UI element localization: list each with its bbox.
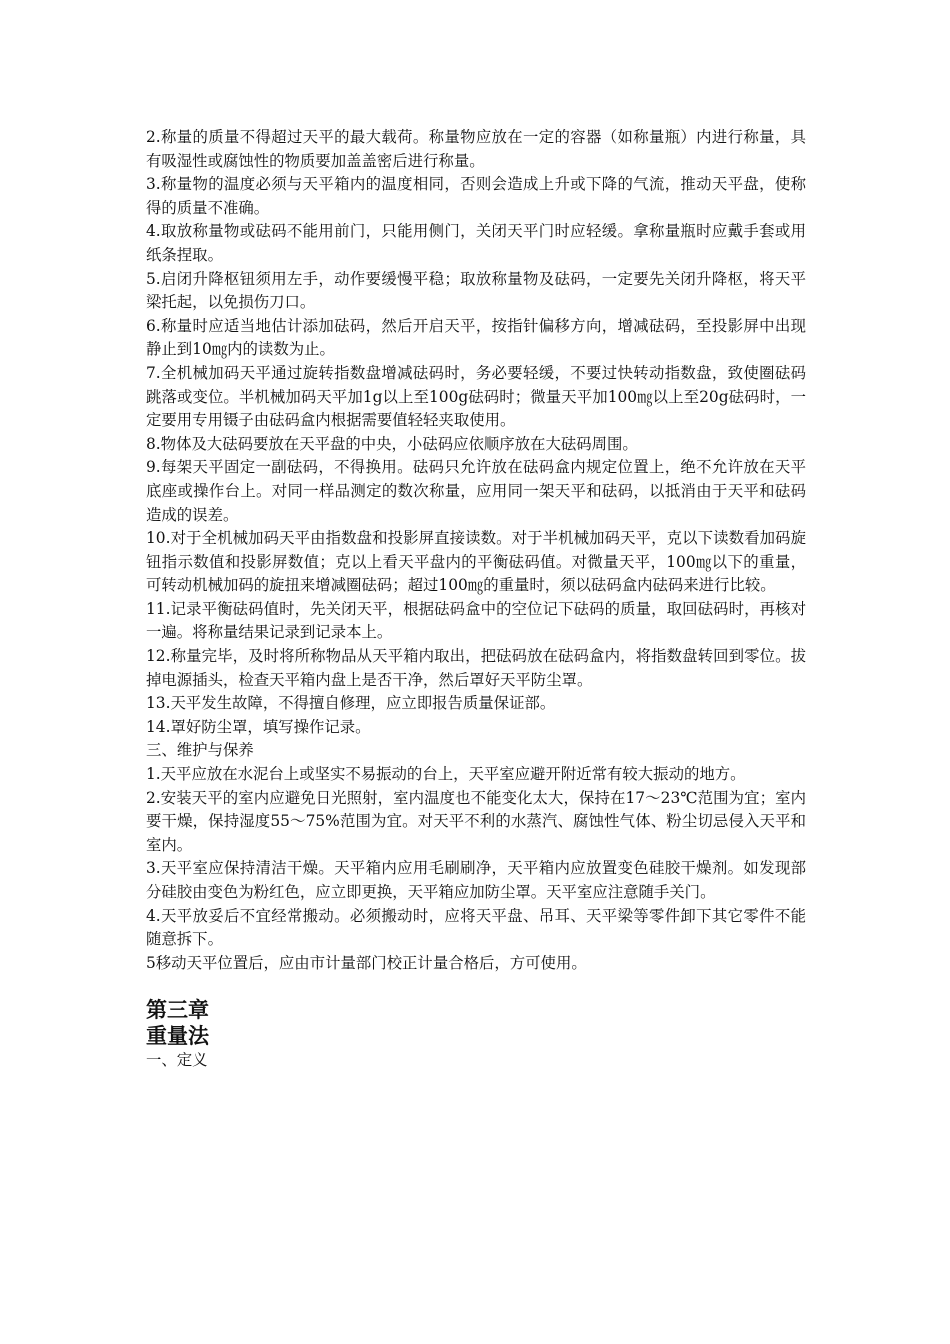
paragraph-maintenance-3: 3.天平室应保持清洁干燥。天平箱内应用毛刷刷净，天平箱内应放置变色硅胶干燥剂。如发现部分硅胶由变色为粉红色，应立即更换，天平箱应加防尘罩。天平室应注意随手关门。 xyxy=(146,859,806,901)
paragraph-weighing-rule-2: 2.称量的质量不得超过天平的最大载荷。称量物应放在一定的容器（如称量瓶）内进行称量，具有吸湿性或腐蚀性的物质要加盖盖密后进行称量。 xyxy=(146,128,806,170)
section-heading-definition: 一、定义 xyxy=(146,1051,208,1070)
paragraph-weighing-rule-7: 7.全机械加码天平通过旋转指数盘增减砝码时，务必要轻缓，不要过快转动指数盘，致使圈砝码跳落或变位。半机械加码天平加1g以上至100g砝码时；微量天平加100㎎以上至20g砝码时，一定要用专用镊子由砝码盒内根据需要值轻轻夹取使用。 xyxy=(146,363,806,430)
section-heading-maintenance: 三、维护与保养 xyxy=(146,741,254,760)
paragraph-maintenance-4: 4.天平放妥后不宜经常搬动。必须搬动时，应将天平盘、吊耳、天平梁等零件卸下其它零件不能随意拆下。 xyxy=(146,906,806,949)
paragraph-weighing-rule-14: 14.罩好防尘罩，填写操作记录。 xyxy=(146,717,371,736)
paragraph-weighing-rule-4: 4.取放称量物或砝码不能用前门，只能用侧门，关闭天平门时应轻缓。拿称量瓶时应戴手套或用纸条捏取。 xyxy=(146,222,806,264)
paragraph-maintenance-2: 2.安装天平的室内应避免日光照射，室内温度也不能变化太大，保持在17～23℃范围为宜；室内要干燥，保持湿度55～75%范围为宜。对天平不利的水蒸汽、腐蚀性气体、粉尘切忌侵入天平和室内。 xyxy=(146,788,806,854)
document-page xyxy=(146,126,806,1073)
chapter-number: 第三章 xyxy=(146,998,209,1023)
paragraph-weighing-rule-8: 8.物体及大砝码要放在天平盘的中央，小砝码应依顺序放在大砝码周围。 xyxy=(146,434,638,453)
paragraph-maintenance-1: 1.天平应放在水泥台上或坚实不易振动的台上，天平室应避开附近常有较大振动的地方。 xyxy=(146,765,746,784)
paragraph-weighing-rule-12: 12.称量完毕，及时将所称物品从天平箱内取出，把砝码放在砝码盒内，将指数盘转回到零位。拔掉电源插头，检查天平箱内盘上是否干净，然后罩好天平防尘罩。 xyxy=(146,647,806,689)
paragraph-weighing-rule-13: 13.天平发生故障，不得擅自修理，应立即报告质量保证部。 xyxy=(146,694,556,713)
paragraph-weighing-rule-10: 10.对于全机械加码天平由指数盘和投影屏直接读数。对于半机械加码天平，克以下读数看加码旋钮指示数值和投影屏数值；克以上看天平盘内的平衡砝码值。对微量天平，100㎎以下的重量，可转动机械加码的旋扭来增减圈砝码；超过100㎎的重量时，须以砝码盒内砝码来进行比较。 xyxy=(146,529,806,595)
paragraph-weighing-rule-9: 9.每架天平固定一副砝码，不得换用。砝码只允许放在砝码盒内规定位置上，绝不允许放在天平底座或操作台上。对同一样品测定的数次称量，应用同一架天平和砝码，以抵消由于天平和砝码造成的误差。 xyxy=(146,458,806,524)
paragraph-maintenance-5: 5移动天平位置后，应由市计量部门校正计量合格后，方可使用。 xyxy=(146,953,587,972)
spacer xyxy=(146,975,806,997)
paragraph-weighing-rule-3: 3.称量物的温度必须与天平箱内的温度相同，否则会造成上升或下降的气流，推动天平盘，使称得的质量不准确。 xyxy=(146,175,806,217)
paragraph-weighing-rule-6: 6.称量时应适当地估计添加砝码，然后开启天平，按指针偏移方向，增减砝码，至投影屏中出现静止到10㎎内的读数为止。 xyxy=(146,316,806,359)
paragraph-weighing-rule-5: 5.启闭升降枢钮须用左手，动作要缓慢平稳；取放称量物及砝码，一定要先关闭升降枢，将天平梁托起，以免损伤刀口。 xyxy=(146,269,806,312)
chapter-title: 重量法 xyxy=(146,1024,209,1049)
paragraph-weighing-rule-11: 11.记录平衡砝码值时，先关闭天平，根据砝码盒中的空位记下砝码的质量，取回砝码时，再核对一遍。将称量结果记录到记录本上。 xyxy=(146,599,806,642)
